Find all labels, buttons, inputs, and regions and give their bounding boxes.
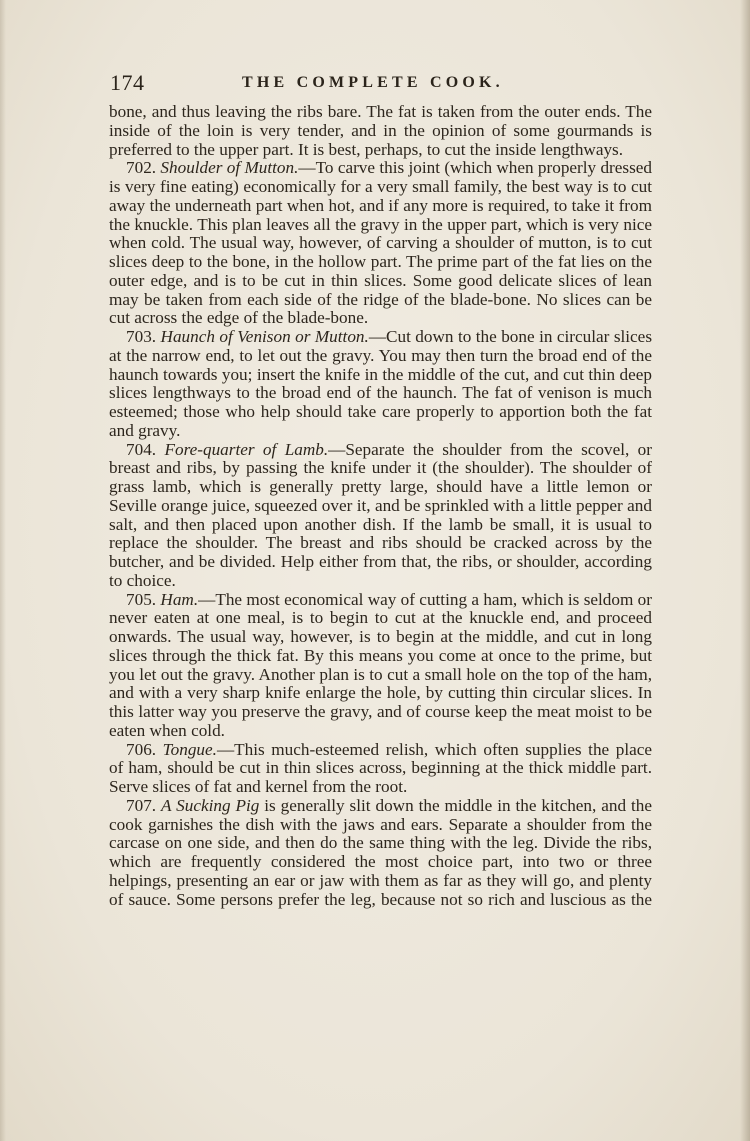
paragraph-706: [109, 741, 652, 797]
page-number: 174: [110, 70, 145, 95]
paragraph-title: Shoulder of Mutton.: [160, 158, 299, 178]
paragraph-707: [109, 797, 652, 910]
paragraph-number: 706.: [126, 739, 157, 759]
paragraph-number: 704.: [126, 439, 157, 459]
paragraph-702: [109, 159, 652, 328]
paragraph-title: A Sucking Pig: [161, 795, 260, 815]
paragraph-704: [109, 441, 652, 591]
running-head: THE COMPLETE COOK.: [242, 74, 504, 91]
paragraph-number: 702.: [126, 158, 157, 178]
paragraph-title: Ham.: [160, 589, 199, 609]
paragraph-continuation: [109, 103, 652, 159]
paragraph-705: [109, 591, 652, 741]
page-gutter-shadow: [0, 0, 6, 1141]
paragraph-text: —Separate the shoulder from the scovel, or breast and ribs, by passing the knife under it (the shoulder). The shoulder of grass lamb, which is generally pretty large, should have a little lemon or Seville orange juice, squeezed over it, and be sprinkled with a little pepper and salt, and then placed upon another dish. If the lamb be small, it is usual to replace the shoulder. The breast and ribs should be cracked across by the butcher, and be divided. Help either from that, the ribs, or shoulder, according to choice.: [109, 439, 652, 590]
paragraph-text: is generally slit down the middle in the kitchen, and the cook garnishes the dish with the jaws and ears. Separate a shoulder from the carcase on one side, and then do the same thing with the leg. Divide the ribs, which are frequently considered the most choice part, into two or three helpings, presenting an ear or jaw with them as far as they will go, and plenty of sauce. Some persons prefer the leg, because not so rich and luscious as the: [109, 795, 652, 909]
page-header: [110, 70, 652, 100]
paragraph-number: 703.: [126, 327, 157, 346]
paragraph-text: bone, and thus leaving the ribs bare. The fat is taken from the outer ends. The inside of the loin is very tender, and in the opinion of some gourmands is preferred to the upper part. It is best, perhaps, to cut the inside lengthways.: [109, 102, 652, 159]
paragraph-703: [109, 328, 652, 441]
paragraph-text: —This much-esteemed relish, which often supplies the place of ham, should be cut in thin slices across, beginning at the thick middle part. Serve slices of fat and kernel from the root.: [109, 739, 652, 796]
paragraph-title: Haunch of Venison or Mutton.: [160, 327, 369, 346]
body-text: [109, 103, 652, 909]
page-edge-shadow: [740, 0, 750, 1141]
paragraph-text: —The most economical way of cutting a ham, which is seldom or never eaten at one meal, is to begin to cut at the knuckle end, and proceed onwards. The usual way, however, is to begin at the middle, and cut in long slices through the thick fat. By this means you come at once to the prime, but you let out the gravy. Another plan is to cut a small hole on the top of the ham, and with a very sharp knife enlarge the hole, by cutting thin circular slices. In this latter way you preserve the gravy, and of course keep the meat moist to be eaten when cold.: [109, 589, 652, 740]
paragraph-text: —To carve this joint (which when properly dressed is very fine eating) economically for a very small family, the best way is to cut away the underneath part when hot, and if any more is required, to take it from the knuckle. This plan leaves all the gravy in the upper part, which is very nice when cold. The usual way, however, of carving a shoulder of mutton, is to cut slices deep to the bone, in the hollow part. The prime part of the fat lies on the outer edge, and is to be cut in thin slices. Some good delicate slices of lean may be taken from each side of the ridge of the blade-bone. No slices can be cut across the edge of the blade-bone.: [109, 158, 652, 328]
paragraph-text: —Cut down to the bone in circular slices at the narrow end, to let out the gravy. You may then turn the broad end of the haunch towards you; insert the knife in the middle of the cut, and cut thin deep slices lengthways to the broad end of the haunch. The fat of venison is much esteemed; those who help should take care properly to apportion both the fat and gravy.: [109, 327, 653, 440]
paragraph-number: 707.: [126, 795, 157, 815]
paragraph-title: Fore-quarter of Lamb.: [164, 439, 329, 459]
paragraph-number: 705.: [126, 589, 157, 609]
paragraph-title: Tongue.: [162, 739, 217, 759]
